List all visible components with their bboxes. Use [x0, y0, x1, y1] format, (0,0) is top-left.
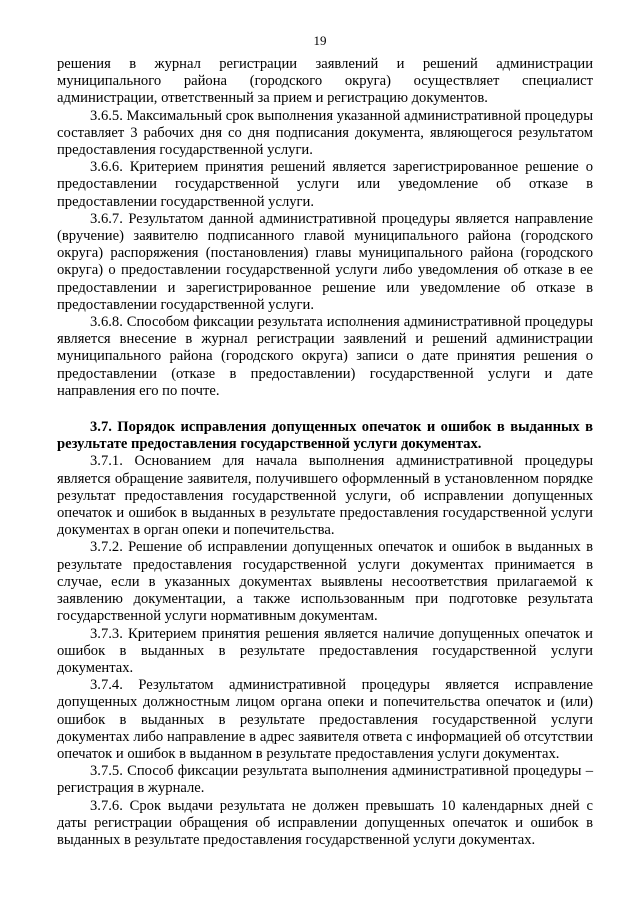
paragraph-3-6-5: 3.6.5. Максимальный срок выполнения указанной административной процедуры составляет 3 рабочих дня со дня подписания документа, являющегося результатом предоставления государственной услуги.	[57, 107, 593, 159]
paragraph-3-7-3: 3.7.3. Критерием принятия решения является наличие допущенных опечаток и ошибок в выданных в результате предоставления государственной услуги документах.	[57, 625, 593, 676]
paragraph-continuation: решения в журнал регистрации заявлений и решений администрации муниципального района (городского округа) осуществляет специалист администрации, ответственный за прием и регистрацию документов.	[57, 56, 593, 107]
paragraph-3-6-6: 3.6.6. Критерием принятия решений является зарегистрированное решение о предоставлении государственной услуги или уведомление об отказе в предоставлении государственной услуги.	[57, 159, 593, 210]
paragraph-3-7-5: 3.7.5. Способ фиксации результата выполнения административной процедуры – регистрация в журнале.	[57, 763, 593, 797]
paragraph-3-6-7: 3.6.7. Результатом данной административной процедуры является направление (вручение) заявителю подписанного главой муниципального района (городского округа) распоряжения (постановления) главы муниципального района (городского округа) о предоставлении государственной услуги либо уведомления об отказе в ее предоставлении и зарегистрированное решение или уведомление об отказе в предоставлении государственной услуги.	[57, 210, 593, 313]
paragraph-3-7-1: 3.7.1. Основанием для начала выполнения административной процедуры является обращение заявителя, получившего оформленный в установленном порядке результат предоставления государственной услуги, об исправлении допущенных опечаток и ошибок в выданных в результате предоставления государственной услуги документах в орган опеки и попечительства.	[57, 453, 593, 539]
paragraph-3-7-2: 3.7.2. Решение об исправлении допущенных опечаток и ошибок в выданных в результате предоставления государственной услуги документах принимается в случае, если в указанных документах выявлены несоответствия прилагаемой к заявлению документации, а также использованным при подготовке результата государственной услуги нормативным документам.	[57, 539, 593, 625]
section-heading-3-7: 3.7. Порядок исправления допущенных опечаток и ошибок в выданных в результате предоставления государственной услуги документах.	[57, 419, 593, 453]
document-body	[57, 56, 593, 849]
paragraph-3-6-8: 3.6.8. Способом фиксации результата исполнения административной процедуры является внесение в журнал регистрации заявлений и решений администрации муниципального района (городского округа) записи о дате принятия решения о предоставлении (отказе в предоставлении) государственной услуги и дате направления его по почте.	[57, 314, 593, 399]
page-number: 19	[313, 33, 327, 48]
paragraph-3-7-6: 3.7.6. Срок выдачи результата не должен превышать 10 календарных дней с даты регистрации обращения об исправлении допущенных опечаток и ошибок в выданных в результате предоставления государственной услуги документах.	[57, 797, 593, 848]
paragraph-3-7-4: 3.7.4. Результатом административной процедуры является исправление допущенных должностным лицом органа опеки и попечительства опечаток и (или) ошибок в выданных в результате предоставления государственной услуги документах либо направление в адрес заявителя ответа с информацией об отсутствии опечаток и ошибок в выданном в результате предоставления услуги документах.	[57, 677, 593, 762]
